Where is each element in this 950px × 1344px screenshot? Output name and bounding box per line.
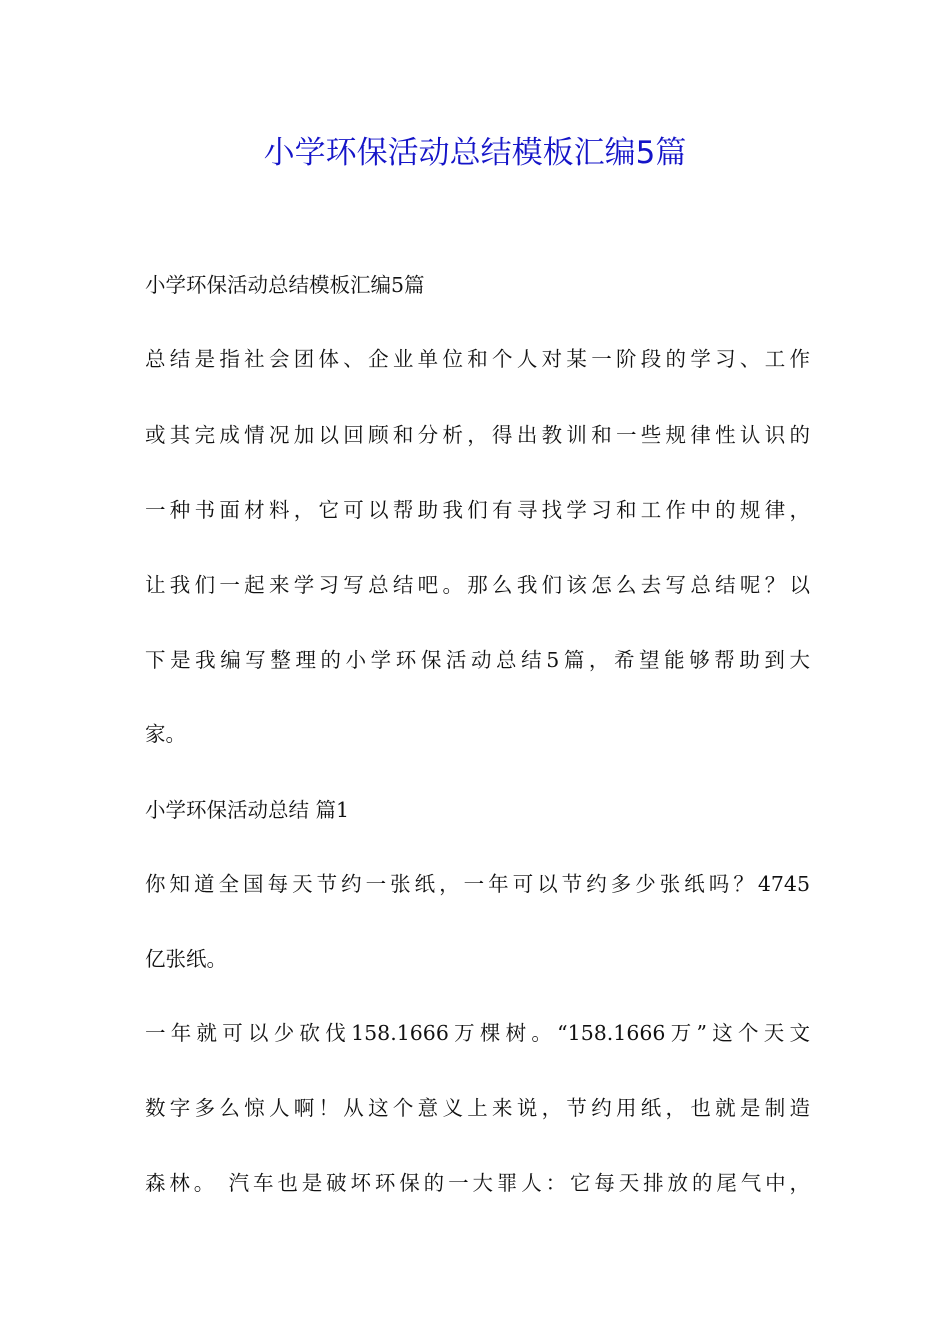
intro-line: 家。	[145, 722, 186, 746]
intro-line: 总结是指社会团体、企业单位和个人对某一阶段的学习、工作	[145, 347, 810, 371]
document-subtitle: 小学环保活动总结模板汇编5篇	[145, 273, 425, 297]
paragraph-line: 亿张纸。	[145, 947, 227, 971]
section-heading: 小学环保活动总结 篇1	[145, 798, 350, 822]
intro-line: 一种书面材料，它可以帮助我们有寻找学习和工作中的规律，	[145, 498, 810, 522]
intro-line: 让我们一起来学习写总结吧。那么我们该怎么去写总结呢？以	[145, 573, 810, 597]
intro-line: 下是我编写整理的小学环保活动总结5篇，希望能够帮助到大	[145, 648, 810, 672]
paragraph-line: 一年就可以少砍伐158.1666万棵树。“158.1666万”这个天文	[145, 1021, 810, 1045]
paragraph-line: 你知道全国每天节约一张纸，一年可以节约多少张纸吗？4745	[145, 872, 810, 896]
paragraph-line: 森林。 汽车也是破坏环保的一大罪人：它每天排放的尾气中，	[145, 1171, 810, 1195]
intro-line: 或其完成情况加以回顾和分析，得出教训和一些规律性认识的	[145, 423, 810, 447]
paragraph-line: 数字多么惊人啊！从这个意义上来说，节约用纸，也就是制造	[145, 1096, 810, 1120]
document-title: 小学环保活动总结模板汇编5篇	[263, 135, 687, 171]
